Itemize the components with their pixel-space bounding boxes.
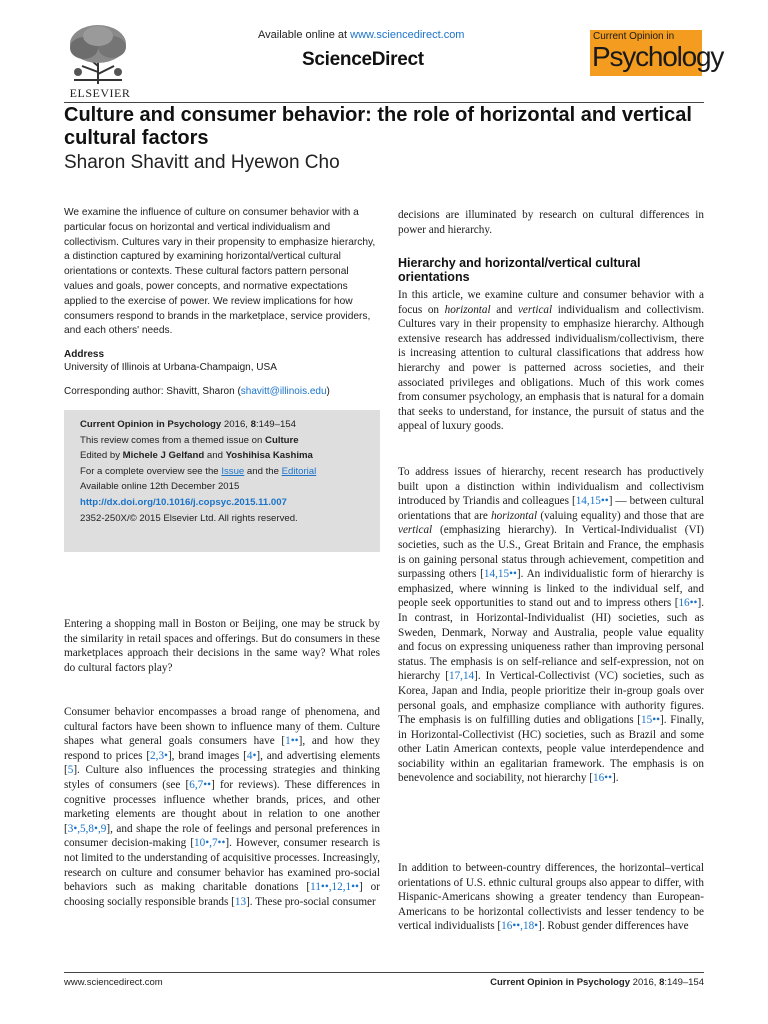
text-run: ]. However, consumer research is not limited to the understanding of acquisitive processes. Increasingly, research on culture and consumer behavior has examined pro-social behaviors such as making charitable donations [ bbox=[64, 837, 380, 894]
address-text: University of Illinois at Urbana-Champaign, USA bbox=[64, 362, 277, 373]
text-run: To address issues of hierarchy, recent research has productively built upon a distinction within individualism and collectivism introduced by Triandis and colleagues [ bbox=[398, 466, 704, 508]
text-run: ]. In Vertical-Collectivist (VC) societies, such as Korea, Japan and India, people prioritize their in-group goals over personal goals, and emphasize compliance with authority figures. The emphasis is on fulfilling duties and obligations [ bbox=[398, 670, 704, 727]
citation-link[interactable]: 14,15•• bbox=[575, 495, 609, 508]
text-run: ] — between cultural orientations that are bbox=[398, 495, 705, 522]
intro-paragraph-1: Entering a shopping mall in Boston or Beijing, one may be struck by the similarity in retail spaces and offerings. But do consumers in these marketplaces approach their decisions in the same way? What roles do cultural factors play? bbox=[64, 618, 380, 674]
info-themed-issue bbox=[80, 433, 364, 449]
journal-badge-line2: Psychology bbox=[592, 41, 724, 72]
citation-link[interactable]: 2,3• bbox=[150, 749, 168, 762]
doi-link[interactable]: http://dx.doi.org/10.1016/j.copsyc.2015.11.007 bbox=[80, 496, 287, 508]
citation-link[interactable]: 15•• bbox=[641, 714, 661, 727]
citation-link[interactable]: 16•• bbox=[678, 597, 698, 610]
text-run: ]. Robust gender differences have bbox=[538, 920, 689, 933]
info-edited-and: and bbox=[204, 450, 226, 462]
section-paragraph-1 bbox=[398, 288, 704, 434]
text-run: ]. An individualistic form of hierarchy is emphasized, where winning is linked to the individual self, and people seek opportunities to stand out and to impress others [ bbox=[398, 568, 704, 610]
info-doi-row bbox=[80, 495, 364, 511]
footer-journal-name: Current Opinion in Psychology bbox=[490, 977, 631, 988]
sciencedirect-brand: ScienceDirect bbox=[302, 49, 424, 70]
corresponding-author bbox=[64, 386, 330, 397]
intro-paragraph-2 bbox=[64, 705, 380, 909]
citation-link[interactable]: 17,14 bbox=[448, 670, 475, 683]
info-edited-by bbox=[80, 448, 364, 464]
text-run: In this article, we examine culture and consumer behavior with a focus on bbox=[398, 289, 704, 316]
article-title: Culture and consumer behavior: the role of horizontal and vertical cultural factors bbox=[64, 104, 692, 149]
text-run: ]. Finally, in Horizontal-Collectivist (HC) societies, such as Brazil and some other Latin American contexts, people value interdependence and sociability within an egalitarian framework. The emphasis is on benevolence and sociability, not hierarchy [ bbox=[398, 714, 704, 785]
info-journal-volume: 8 bbox=[250, 419, 256, 430]
tree-icon bbox=[64, 22, 132, 86]
info-editor-1: Michele J Gelfand bbox=[122, 450, 205, 462]
text-run: Consumer behavior encompasses a broad range of phenomena, and cultural factors have been shown to influence many of them. Culture shapes what general goals consumers have [ bbox=[64, 706, 380, 748]
section-heading: Hierarchy and horizontal/vertical cultural orientations bbox=[398, 256, 641, 284]
text-run: (emphasizing hierarchy). In Vertical-Individualist (VI) societies, such as the U.S., Great Britain and France, the emphasis is on gaining personal status through achievement, competition and surpassing others [ bbox=[398, 524, 704, 581]
text-run: ], and advertising elements [ bbox=[64, 749, 380, 777]
info-overview-and: and the bbox=[244, 465, 282, 477]
info-edited-prefix: Edited by bbox=[80, 450, 123, 462]
emphasis: horizontal bbox=[491, 509, 538, 522]
emphasis: vertical bbox=[398, 524, 433, 537]
citation-link[interactable]: 11••,12,1•• bbox=[310, 881, 359, 894]
citation-link[interactable]: 16•• bbox=[592, 772, 613, 785]
text-run: ], and shape the role of feelings and personal preferences in consumer decision-making [ bbox=[64, 822, 380, 850]
sciencedirect-link[interactable]: www.sciencedirect.com bbox=[350, 29, 465, 41]
journal-badge bbox=[590, 30, 724, 76]
footer-divider bbox=[64, 972, 704, 973]
citation-link[interactable]: 16••,18• bbox=[501, 920, 539, 933]
citation-link[interactable]: 4• bbox=[246, 749, 257, 762]
text-run: ]. These pro-social consumer bbox=[246, 895, 376, 908]
text-run: In addition to between-country differences, the horizontal–vertical orientations of U.S. ethnic cultural groups also appear to differ, with Hispanic-Americans showing a greater tendency than European-Americans to be horizontal collectivists and lesser tendency to be vertical individualists [ bbox=[398, 862, 704, 933]
footer-pages: :149–154 bbox=[664, 977, 704, 988]
footer-volume: 8 bbox=[659, 977, 665, 988]
info-issn-copyright: 2352-250X/© 2015 Elsevier Ltd. All rights reserved. bbox=[80, 512, 298, 524]
issue-link[interactable]: Issue bbox=[221, 465, 245, 477]
citation-link[interactable]: 13 bbox=[234, 895, 247, 908]
text-run: ]. Culture also influences the processing strategies and thinking styles of consumers (see [ bbox=[64, 764, 380, 791]
address-heading: Address bbox=[64, 349, 105, 360]
info-themed-prefix: This review comes from a themed issue on bbox=[80, 434, 266, 446]
citation-link[interactable]: 3•,5,8•,9 bbox=[67, 822, 107, 835]
text-run: and bbox=[490, 303, 518, 316]
info-available-date: Available online 12th December 2015 bbox=[80, 481, 240, 493]
info-journal-pages: :149–154 bbox=[255, 419, 296, 430]
info-themed-topic: Culture bbox=[265, 434, 299, 446]
citation-link[interactable]: 1•• bbox=[285, 735, 299, 748]
info-editor-2: Yoshihisa Kashima bbox=[225, 450, 313, 462]
abstract: We examine the influence of culture on consumer behavior with a particular focus on horizontal and vertical individualism and collectivism. Cultures vary in their propensity to emphasize hierarchy, a distinction captured by examining horizontal/vertical cultural orientations or contexts. These cultural factors pattern personal values and goals, power concepts, and normative expectations applied to the exercise of power. We review implications for how consumers respond to brands in the marketplace, service providers, and each others' needs. bbox=[64, 207, 376, 337]
info-overview bbox=[80, 464, 364, 480]
text-run: ], and how they respond to prices [ bbox=[64, 735, 380, 762]
text-run: ], brand images [ bbox=[167, 749, 247, 762]
section-paragraph-3 bbox=[398, 861, 704, 934]
text-run: (valuing equality) and those that are bbox=[537, 509, 704, 522]
citation-link[interactable]: 14,15•• bbox=[483, 568, 517, 581]
citation-link[interactable]: 5 bbox=[67, 764, 74, 777]
text-run: individualism and collectivism. Cultures vary in their propensity to emphasize hierarchy. Although extensive research has addressed individualism/collectivism, there is increasing attention to cultural classifications that address how hierarchy and power is patterned across societies, and their associated privileges and obligations. Much of this work comes from consumer psychology, an emphasis that is natural for a domain that seeks to understand, for instance, the pursuit of status and the appeal of luxury goods. bbox=[398, 303, 705, 433]
available-online bbox=[258, 29, 464, 41]
text-run: ]. bbox=[612, 772, 619, 785]
journal-badge-line1: Current Opinion in bbox=[593, 31, 675, 42]
editorial-link[interactable]: Editorial bbox=[281, 465, 317, 477]
text-run: ] for reviews). These differences in cognitive processes influence whether brands, prices, and other marketing elements are thought about in relation to one another [ bbox=[64, 778, 380, 835]
info-overview-prefix: For a complete overview see the bbox=[80, 465, 222, 477]
footer-citation bbox=[490, 977, 704, 988]
article-info-box bbox=[64, 410, 380, 552]
footer-website[interactable]: www.sciencedirect.com bbox=[64, 977, 163, 988]
corresponding-prefix: Corresponding author: Shavitt, Sharon ( bbox=[64, 386, 241, 397]
header-divider bbox=[64, 102, 704, 103]
available-prefix: Available online at bbox=[258, 29, 351, 41]
footer-year: 2016, bbox=[630, 977, 660, 988]
text-run: ]. In contrast, in Horizontal-Individualist (HI) societies, such as Sweden, Denmark, Norway and Australia, people value equality and focus on expressing uniqueness rather than improving personal status. The emphasis is on self-reliance and self-expression, not on hierarchy [ bbox=[398, 597, 704, 683]
citation-link[interactable]: 10•,7•• bbox=[194, 837, 226, 850]
publisher-name: ELSEVIER bbox=[69, 86, 131, 100]
corresponding-email-link[interactable]: shavitt@illinois.edu bbox=[240, 386, 327, 397]
info-journal-citation bbox=[80, 417, 364, 433]
citation-link[interactable]: 6,7•• bbox=[189, 778, 212, 791]
article-authors: Sharon Shavitt and Hyewon Cho bbox=[64, 152, 340, 173]
section-paragraph-2 bbox=[398, 465, 704, 786]
abstract-continuation: decisions are illuminated by research on cultural differences in power and hierarchy. bbox=[398, 209, 704, 236]
emphasis: horizontal bbox=[444, 303, 491, 316]
info-journal-name: Current Opinion in Psychology bbox=[80, 419, 222, 430]
info-journal-year: 2016, bbox=[221, 419, 251, 430]
text-run: ] or choosing socially responsible brands [ bbox=[64, 881, 381, 908]
corresponding-suffix: ) bbox=[326, 386, 330, 397]
emphasis: vertical bbox=[517, 303, 553, 316]
